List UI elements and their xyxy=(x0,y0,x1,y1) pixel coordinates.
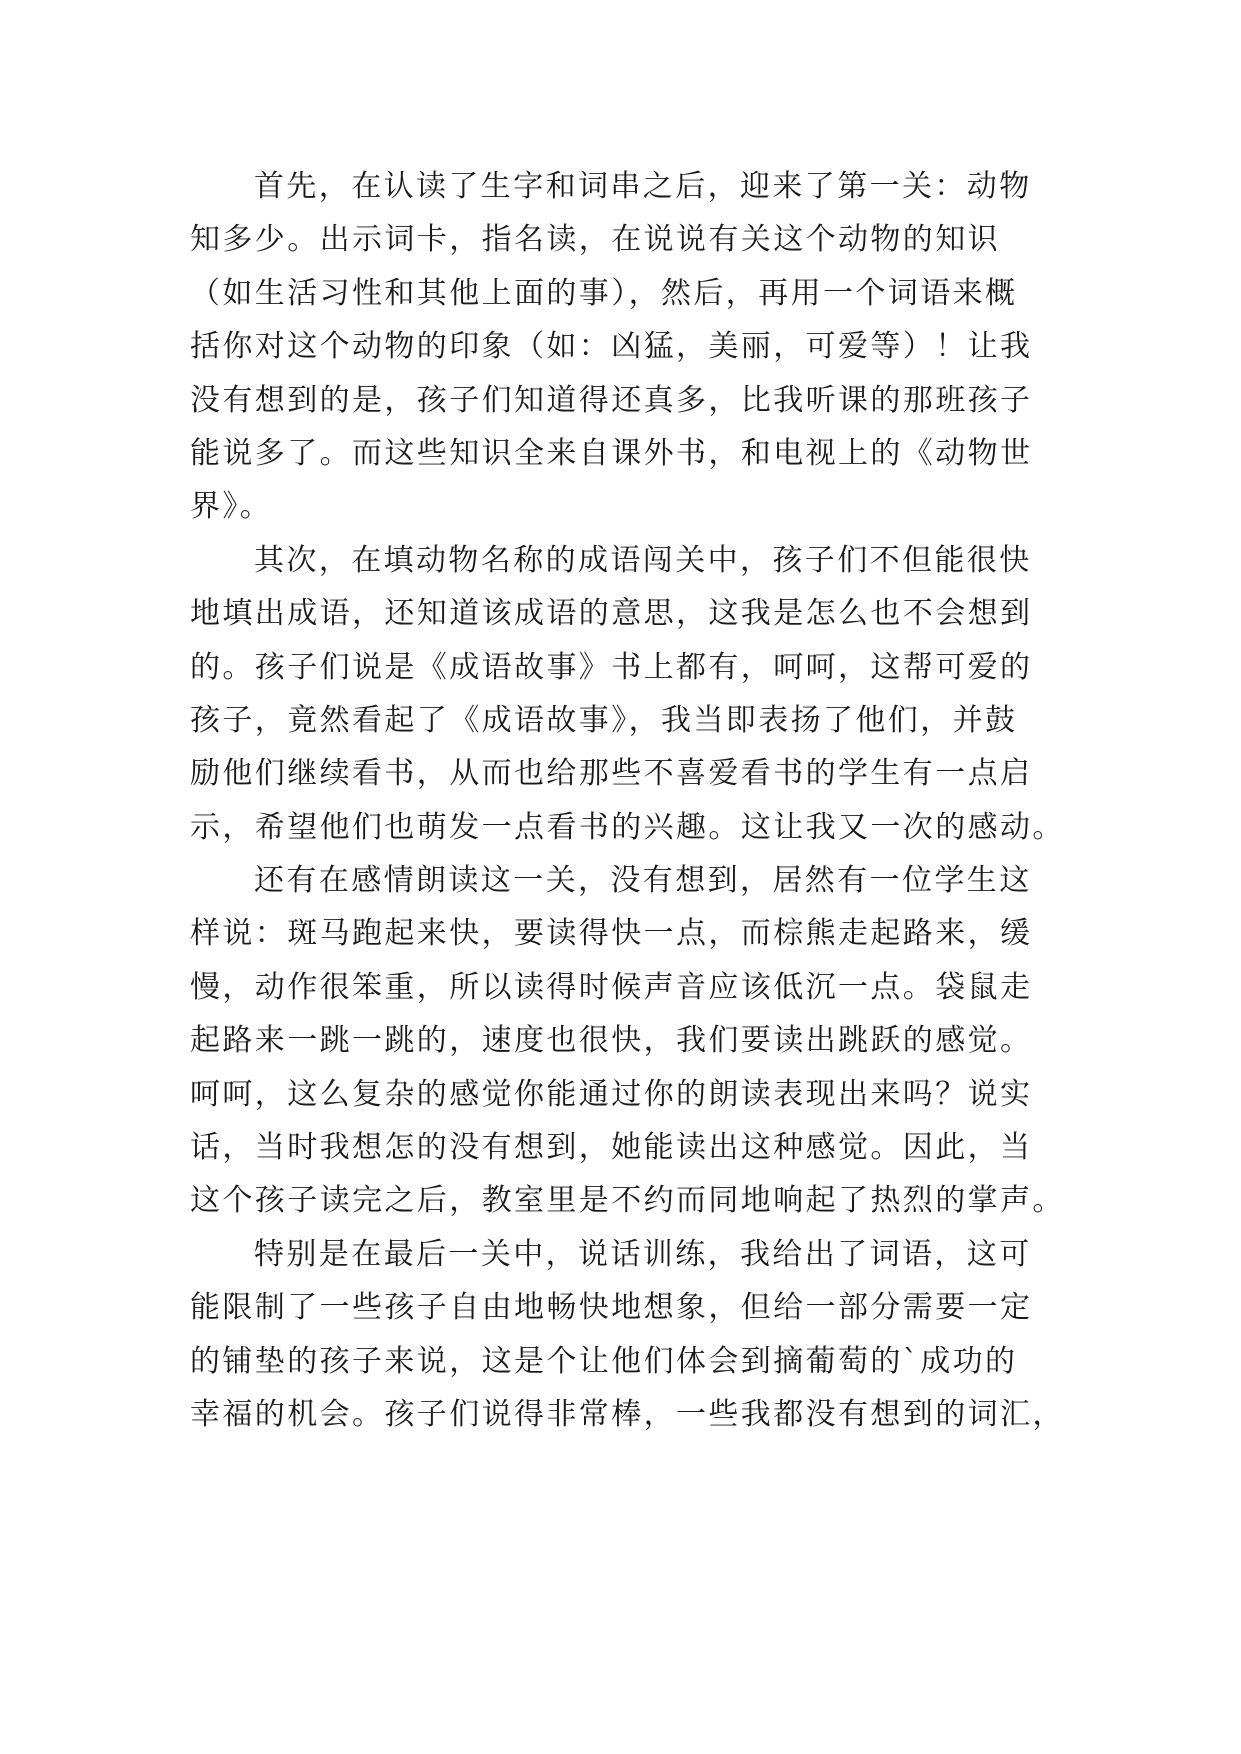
text-line: 起路来一跳一跳的，速度也很快，我们要读出跳跃的感觉。 xyxy=(190,1023,1033,1059)
text-line: 孩子，竟然看起了《成语故事》，我当即表扬了他们，并鼓 xyxy=(190,702,1018,738)
text-line: 括你对这个动物的印象（如：凶猛，美丽，可爱等）！让我 xyxy=(190,329,1033,365)
text-line: 励他们继续看书，从而也给那些不喜爱看书的学生有一点启 xyxy=(190,756,1033,792)
text-line: 能限制了一些孩子自由地畅快地想象，但给一部分需要一定 xyxy=(190,1290,1033,1326)
paragraph-1 xyxy=(190,160,1060,534)
text-line: 样说：斑马跑起来快，要读得快一点，而棕熊走起路来，缓 xyxy=(190,916,1033,952)
text-line: 特别是在最后一关中，说话训练，我给出了词语，这可 xyxy=(254,1236,1032,1272)
text-line: （如生活习性和其他上面的事），然后，再用一个词语来概 xyxy=(190,275,1018,311)
text-line: 话，当时我想怎的没有想到，她能读出这种感觉。因此，当 xyxy=(190,1130,1033,1166)
text-line: 其次，在填动物名称的成语闯关中，孩子们不但能很快 xyxy=(254,542,1032,578)
text-line: 幸福的机会。孩子们说得非常棒，一些我都没有想到的词汇， xyxy=(190,1396,1065,1432)
text-line: 知多少。出示词卡，指名读，在说说有关这个动物的知识 xyxy=(190,222,1000,258)
text-line: 首先，在认读了生字和词串之后，迎来了第一关：动物 xyxy=(254,169,1032,204)
paragraph-3 xyxy=(190,854,1065,1228)
text-line: 慢，动作很笨重，所以读得时候声音应该低沉一点。袋鼠走 xyxy=(190,969,1033,1005)
text-line: 没有想到的是，孩子们知道得还真多，比我听课的那班孩子 xyxy=(190,382,1033,418)
text-line: 呵呵，这么复杂的感觉你能通过你的朗读表现出来吗？说实 xyxy=(190,1076,1033,1112)
text-line: 这个孩子读完之后，教室里是不约而同地响起了热烈的掌声。 xyxy=(190,1183,1065,1219)
text-line: 界》。 xyxy=(190,489,273,525)
text-line: 的。孩子们说是《成语故事》书上都有，呵呵，这帮可爱的 xyxy=(190,649,1033,685)
text-line: 示，希望他们也萌发一点看书的兴趣。这让我又一次的感动。 xyxy=(190,809,1065,845)
paragraph-4 xyxy=(190,1228,1065,1442)
paragraph-2 xyxy=(190,534,1065,854)
text-line: 能说多了。而这些知识全来自课外书，和电视上的《动物世 xyxy=(190,435,1033,471)
text-line: 的铺垫的孩子来说，这是个让他们体会到摘葡萄的`成功的 xyxy=(190,1343,1018,1379)
text-line: 还有在感情朗读这一关，没有想到，居然有一位学生这 xyxy=(254,863,1032,899)
text-body xyxy=(190,160,1065,1441)
text-line: 地填出成语，还知道该成语的意思，这我是怎么也不会想到 xyxy=(190,596,1033,632)
